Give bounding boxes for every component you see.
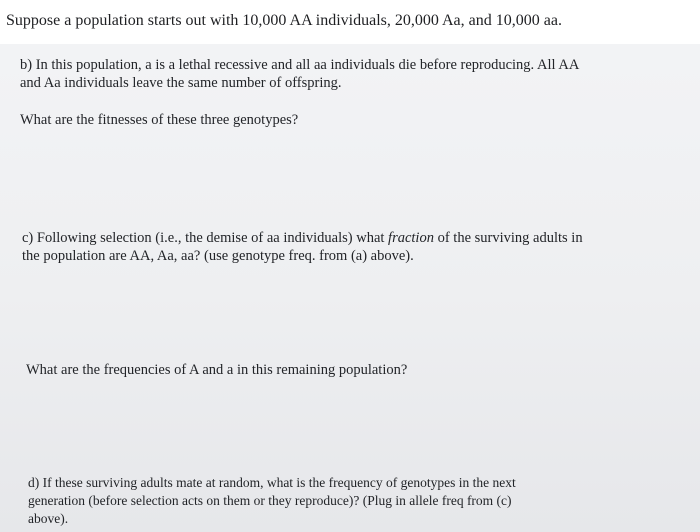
question-header [0, 0, 700, 44]
part-c-line-1 [22, 229, 583, 247]
part-d-line-3: above). [28, 511, 69, 526]
part-b-line-1: b) In this population, a is a lethal recessive and all aa individuals die before reproducing. All AA [20, 57, 580, 73]
population-statement: Suppose a population starts out with 10,000 AA individuals, 20,000 Aa, and 10,000 aa. [6, 12, 562, 29]
part-c-emphasis-fraction: fraction [388, 230, 434, 246]
part-c-line-1-start: c) Following selection (i.e., the demise of aa individuals) what [22, 230, 389, 246]
part-d-line-1: d) If these surviving adults mate at random, what is the frequency of genotypes in the next [28, 475, 516, 490]
part-c-line-1-end: of the surviving adults in [433, 230, 583, 246]
part-c-question: What are the frequencies of A and a in this remaining population? [26, 362, 408, 378]
part-d-line-2: generation (before selection acts on them or they reproduce)? (Plug in allele freq from (c) [28, 493, 512, 508]
part-b-question: What are the fitnesses of these three genotypes? [20, 112, 299, 128]
part-c-line-2: the population are AA, Aa, aa? (use genotype freq. from (a) above). [22, 248, 414, 264]
part-b-line-2: and Aa individuals leave the same number of offspring. [20, 75, 342, 91]
